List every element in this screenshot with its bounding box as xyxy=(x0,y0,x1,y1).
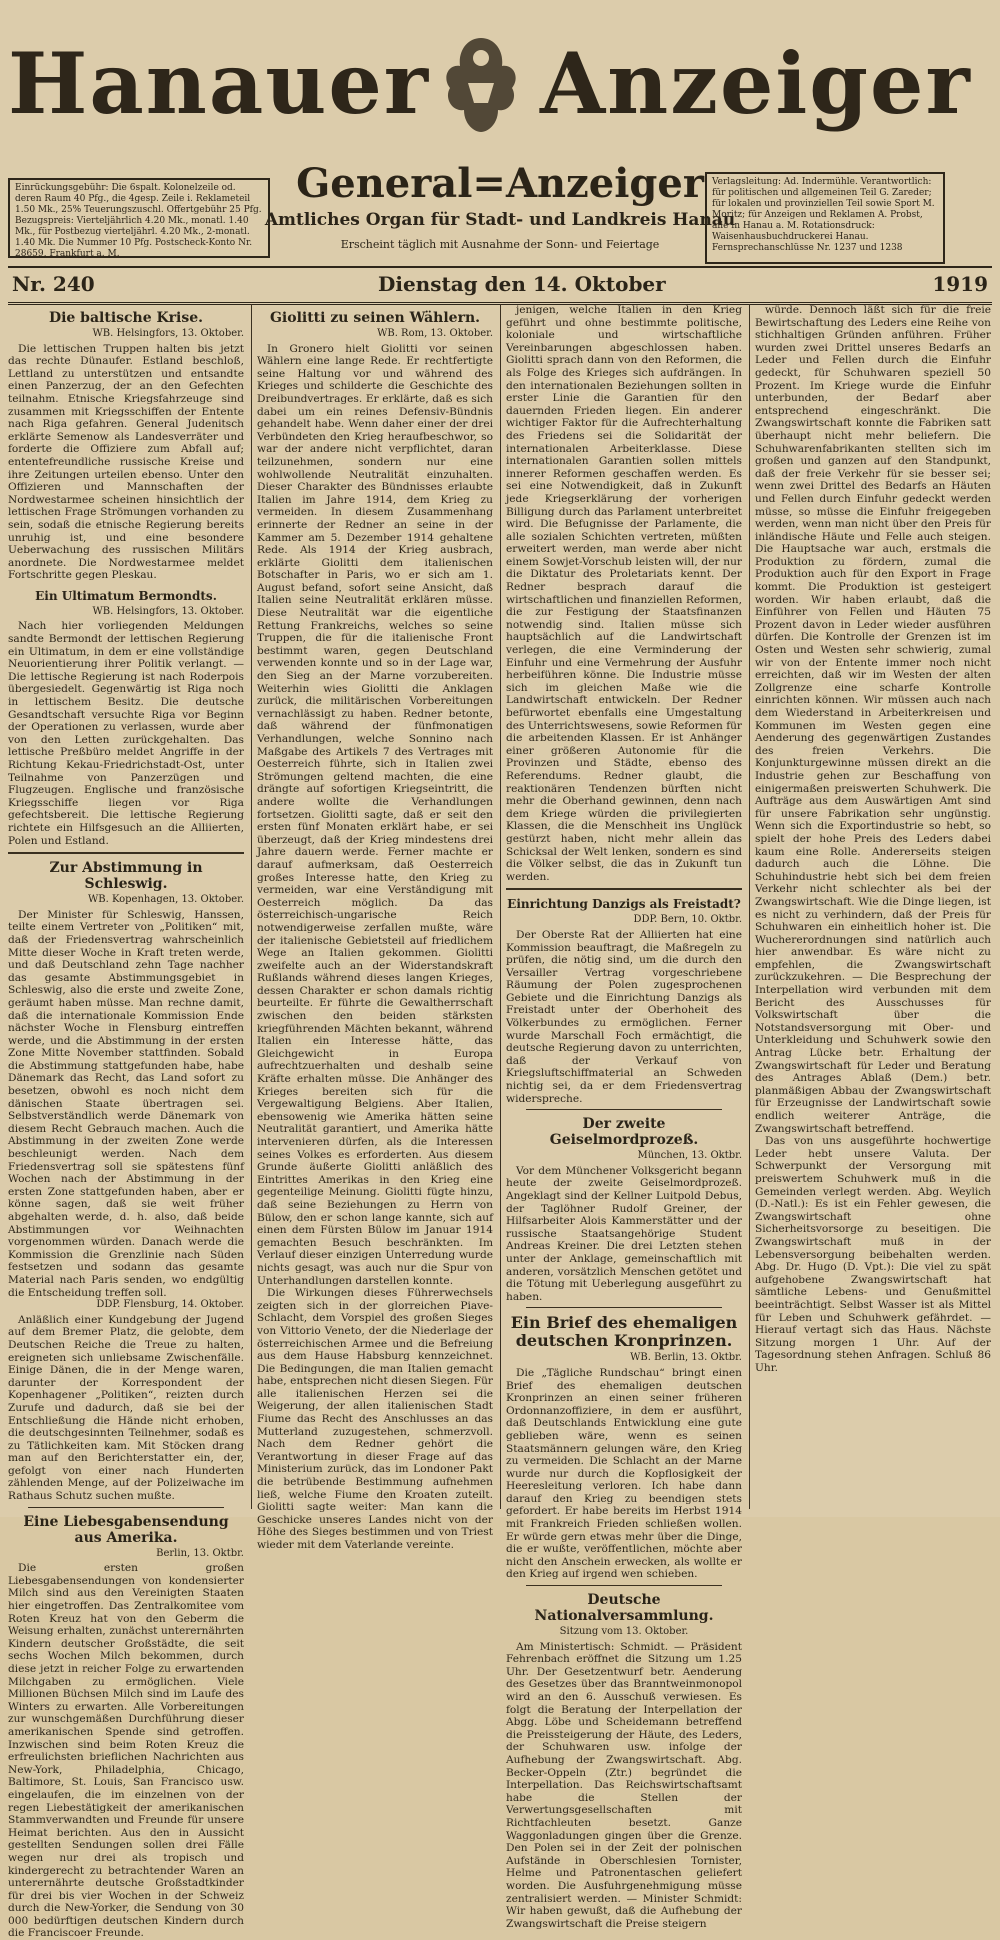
columns xyxy=(8,304,992,1940)
article-body: jenigen, welche Italien in den Krieg geführt und ohne bestimmte politische, koloniale und wirtschaftliche Vereinbarungen abgeschlossen haben. Giolitti sprach dann von den Reformen, die als Folge des Krieges sich aufdrängen. In den internationalen Beziehungen sollten in erster Linie die Garantien für den dauernden Frieden liegen. Ein anderer wichtiger Faktor für die Aufrechterhaltung des Friedens sei die Solidarität der internationalen Arbeiterklasse. Diese internationalen Garantien sollen mittels innerer Reformen geschaffen werden. Es sei eine Notwendigkeit, daß in Zukunft jede Kriegserklärung der vorherigen Billigung durch das Parlament unterbreitet wird. Die Befugnisse der Parlamente, die alle sozialen Schichten vertreten, müßten erweitert werden, man werde aber nicht einem Sowjet-Vorschub leisten will, der nur die Diktatur des Proletariats kennt. Der Redner besprach darauf die wirtschaftlichen und finanziellen Reformen, die zur Festigung der Staatsfinanzen notwendig sind. Italien müsse sich hauptsächlich auf die Landwirtschaft verlegen, die eine Verminderung der Einfuhr und eine Vermehrung der Ausfuhr herbeiführen könne. Die Industrie müsse sich im gleichen Maße wie die Landwirtschaft entwickeln. Der Redner befürwortet ebenfalls eine Umgestaltung des Unterrichtswesens, sowie Reformen für die arbeitenden Klassen. Er ist Anhänger einer größeren Autonomie für die Provinzen und Städte, ebenso des Referendums. Redner glaubt, die reaktionären Tendenzen bürften nicht mehr die Oberhand gewinnen, denn nach dem Kriege würden die privilegierten Klassen, die die Menschheit ins Unglück gestürzt haben, nicht mehr allein das Schicksal der Welt lenken, sondern es sind die Völker selbst, die das in Zukunft tun werden. xyxy=(506,304,742,883)
article-body: Am Ministertisch: Schmidt. — Präsident Fehrenbach eröffnet die Sitzung um 1.25 Uhr. Der Gesetzentwurf betr. Aenderung des Gesetzes über das Branntweinmonopol wird an den 6. Ausschuß verwiesen. Es folgt die Beratung der Interpellation der Abgg. Löbe und Scheidemann betreffend die Preissteigerung der Häute, des Leders, der Schuhwaren usw. infolge der Aufhebung der Zwangswirtschaft. Abg. Becker-Oppeln (Ztr.) begründet die Interpellation. Das Reichswirtschaftsamt habe die Stellen der Verwertungsgesellschaften mit Richtfachleuten besetzt. Ganze Waggonladungen gingen über die Grenze. Den Polen sei in der Zeit der polnischen Aufstände in Oberschlesien Tornister, Helme und Patronentaschen geliefert worden. Die Ausfuhrgenehmigung müsse zentralisiert werden. — Minister Schmidt: Wir haben gewußt, daß die Aufhebung der Zwangswirtschaft die Preise steigern xyxy=(506,1640,742,1930)
article-body: Die Wirkungen dieses Führerwechsels zeigten sich in der glorreichen Piave-Schlacht, dem Vorspiel des großen Sieges von Vittorio Veneto, der die Niederlage der österreichischen Armee und die Befreiung aus dem Hause Habsburg kennzeichnet. Die Bedingungen, die man Italien gemacht habe, entsprechen nicht diesen Siegen. Für alle italienischen Herzen sei die Weigerung, der allen italienischen Stadt Fiume das Recht des Anschlusses an das Mutterland zuzugestehen, schmerzvoll. Nach dem Redner gehört die Verantwortung in dieser Frage auf das Ministerium zurück, das im Londoner Pakt die betrübende Bestimmung aufnehmen ließ, welche Fiume den Kroaten zuteilt. Giolitti sagte weiter: Man kann die Geschicke unseres Landes nicht von der Höhe des Sieges bestimmen und von Triest wieder mit dem Vaterlande vereinte. xyxy=(257,1287,493,1551)
subscription-box: Einrückungsgebühr: Die 6spalt. Kolonelzeile od. deren Raum 40 Pfg., die 4gesp. Zeile i. Reklameteil 1.50 Mk., 25% Teuerungszuschl. Offertgebühr 25 Pfg. Bezugspreis: Vierteljährlich 4.20 Mk., monatl. 1.40 Mk., für Postbezug vierteljährl. 4.20 Mk., 2-monatl. 1.40 Mk. Die Nummer 10 Pfg. Postscheck-Konto Nr. 28659, Frankfurt a. M. xyxy=(8,178,270,258)
divider xyxy=(526,1307,722,1308)
article-headline: Giolitti zu seinen Wählern. xyxy=(269,310,481,326)
column-rule xyxy=(500,304,501,1509)
tagline: Amtliches Organ für Stadt- und Landkreis Hanau xyxy=(264,210,736,230)
issue-date: Dienstag den 14. Oktober xyxy=(378,272,666,296)
masthead xyxy=(0,0,1000,265)
title-right: Anzeiger xyxy=(540,34,972,133)
subtitle: General=Anzeiger xyxy=(296,160,704,207)
divider xyxy=(8,852,244,854)
article-body: Die lettischen Truppen halten bis jetzt das rechte Dünaufer. Estland beschloß, Lettland zu unterstützen und entsandte einen Panzerzug, der an den Gefechten teilnahm. Etnische Kriegsfahrzeuge sind zusammen mit Kriegsschiffen der Entente nach Riga gefahren. General Judenitsch erklärte Semenow als Landesverräter und forderte die Offiziere zum Abfall auf; ententefreundliche russische Kreise und ihre Zeitungen urteilen ebenso. Unter den Offizieren und Mannschaften der Nordwestarmee scheinen hinsichtlich der lettischen Frage Strömungen vorhanden zu sein, sodaß die etnische Regierung bereits unruhig ist, und eine besondere Ueberwachung des russischen Militärs anordnete. Die Nordwestarmee meldet Fortschritte gegen Pleskau. xyxy=(8,342,244,582)
column-rule xyxy=(251,304,252,1509)
publisher-box: Verlagsleitung: Ad. Indermühle. Verantwortlich: für politischen und allgemeinen Teil G. Zareder; für lokalen und provinziellen Teil sowie Sport M. Moritz; für Anzeigen und Reklamen A. Probst, alle in Hanau a. M. Rotationsdruck: Waisenhausbuchdruckerei Hanau. Fernsprechanschlüsse Nr. 1237 und 1238 xyxy=(705,172,945,264)
article-body: In Gronero hielt Giolitti vor seinen Wählern eine lange Rede. Er rechtfertigte seine Haltung vor und während des Krieges und schilderte die Geschichte des Dreibundvertrages. Er erklärte, daß es sich dabei um ein reines Defensiv-Bündnis gehandelt habe. Wenn daher einer der drei Verbündeten den Krieg heraufbeschwor, so war der andere nicht verpflichtet, daran teilzunehmen, sondern nur eine wohlwollende Neutralität einzuhalten. Dieser Charakter des Bündnisses erlaubte Italien im Jahre 1914, dem Krieg zu vermeiden. In diesem Zusammenhang erinnerte der Redner an seine in der Kammer am 5. Dezember 1914 gehaltene Rede. Als 1914 der Krieg ausbrach, erklärte Giolitti dem italienischen Botschafter in Paris, wo er sich am 1. August befand, sofort seine Ansicht, daß Italien seine Neutralität erklären müsse. Diese Neutralität war die eigentliche Rettung Frankreichs, welches so seine Truppen, die für die italienische Front bestimmt waren, gegen Deutschland verwenden konnte und so in der Lage war, den Sieg an der Marne vorzubereiten. Weiterhin wies Giolitti die Anklagen zurück, die militärischen Vorbereitungen vernachlässigt zu haben. Redner betonte, daß während der fünfmonatigen Verhandlungen, welche Sonnino nach Maßgabe des Artikels 7 des Vertrages mit Oesterreich führte, sich in Italien zwei Strömungen geltend machten, die eine drängte auf sofortigen Kriegseintritt, die andere wollte die Verhandlungen fortsetzen. Giolitti sagte, daß er seit den ersten fünf Monaten erklärt habe, er sei überzeugt, daß der Krieg mindestens drei Jahre dauern werde. Ferner machte er darauf aufmerksam, daß Oesterreich großes Interesse hatte, den Krieg zu vermeiden, war eine Verständigung mit Oesterreich möglich. Da das österreichisch-ungarische Reich notwendigerweise zerfallen mußte, wäre der italienische Gebietsteil auf friedlichem Wege an Italien gekommen. Giolitti zweifelte auch an der Widerstandskraft Rußlands während dieses langen Krieges, dessen Charakter er schon damals richtig beurteilte. Er führte die Gewaltherrschaft zwischen den beiden stärksten kriegführenden Mächten bekannt, während Italien ein Interesse hätte, das Gleichgewicht in Europa aufrechtzuerhalten und deshalb seine Kräfte erhalten müsse. Die Anhänger des Krieges bereiten sich für die Vergewaltigung Belgiens. Aber Italien, ebensowenig wie Amerika hätten seine Neutralität garantiert, und Amerika hätte intervenieren dürfen, als die Interessen seines Volkes es erforderten. Aus diesem Grunde äußerte Giolitti anläßlich des Eintrittes Amerikas in den Krieg eine gegenteilige Meinung. Giolitti fügte hinzu, daß seine Beziehungen zu Herrn von Bülow, den er schon lange kannte, sich auf einen dem Fürsten Bülow im Januar 1914 gemachten Besuch beschränkten. Im Verlauf dieser einzigen Unterredung wurde nichts gesagt, was auch nur die Spur von Unterhandlungen darstellen konnte. xyxy=(257,342,493,1287)
article-dateline: WB. Rom, 13. Oktober. xyxy=(377,328,493,339)
article-body: Vor dem Münchener Volksgericht begann heute der zweite Geiselmordprozeß. Angeklagt sind der Kellner Luitpold Debus, der Taglöhner Rudolf Greiner, der Hilfsarbeiter Alois Kammerstätter und der russische Staatsangehörige Student Andreas Kreiner. Die drei Letzten stehen unter der Anklage, gemeinschaftlich mit anderen, vorsätzlich Menschen getötet und die Tötung mit Ueberlegung ausgeführt zu haben. xyxy=(506,1164,742,1303)
article-body: Die „Tägliche Rundschau“ bringt einen Brief des ehemaligen deutschen Kronprinzen an einen seiner früheren Ordonnanzoffiziere, in dem er ausführt, daß Deutschlands Entwicklung eine gute geblieben wäre, wenn es seinen Staatsmännern gelungen wäre, den Krieg zu vermeiden. Die Schlacht an der Marne wurde nur durch die Kopflosigkeit der Heeresleitung verloren. Ich habe dann darauf den Krieg zu beendigen stets gefordert. Er habe bereits im Herbst 1914 mit Frankreich Frieden schließen wollen. Er würde gern etwas mehr über die Dinge, die er wußte, veröffentlichen, möchte aber nicht den Anschein erwecken, als wollte er den Krieg auf irgend wen schieben. xyxy=(506,1366,742,1581)
column-4 xyxy=(755,304,991,1509)
article-headline: Ein Ultimatum Bermondts. xyxy=(35,588,217,603)
column-3 xyxy=(506,304,742,1930)
article-body: Der Oberste Rat der Alliierten hat eine Kommission beauftragt, die Maßregeln zu prüfen, die nötig sind, um die durch den Versailler Vertrag vorgeschriebene Räumung der Polen zugesprochenen Gebiete und die Einrichtung Danzigs als Freistadt unter der Oberhoheit des Völkerbundes zu ermöglichen. Ferner wurde Marschall Foch ermächtigt, die deutsche Regierung davon zu unterrichten, daß der Verkauf von Kriegsluftschiffmaterial an Schweden nichtig sei, da er dem Friedensvertrag widerspreche. xyxy=(506,928,742,1105)
article-dateline: WB. Berlin, 13. Oktbr. xyxy=(630,1352,742,1364)
article-dateline: WB. Kopenhagen, 13. Oktober. xyxy=(87,894,244,906)
divider xyxy=(28,1507,224,1508)
article-body: Nach hier vorliegenden Meldungen sandte Bermondt der lettischen Regierung ein Ultimatum, in dem er eine vollständige Neuorientierung ihrer Politik verlangt. — Die lettische Regierung ist nach Roderpois übergesiedelt. Gegenwärtig ist Riga noch in lettischem Besitz. Die deutsche Gesandtschaft versuchte Riga vor Beginn der Operationen zu verlassen, wurde aber von den Letten zurückgehalten. Das lettische Preßbüro meldet Angriffe in der Richtung Kekau-Friedrichstadt-Ost, unter Teilnahme von Panzerzügen und Flugzeugen. Englische und französische Kriegsschiffe liegen vor Riga gefechtsbereit. Die lettische Regierung richtete ein Hilfsgesuch an die Alliierten, Polen und Estland. xyxy=(8,620,244,847)
article-dateline: WB. Helsingfors, 13. Oktober. xyxy=(92,605,244,617)
article-dateline: WB. Helsingfors, 13. Oktober. xyxy=(92,328,244,339)
column-1 xyxy=(8,304,244,1940)
article-headline: Der zweite Geiselmordprozeß. xyxy=(549,1116,699,1149)
title-left: Hanauer xyxy=(8,34,431,133)
divider xyxy=(526,1109,722,1110)
divider xyxy=(506,888,742,890)
article-body: Der Minister für Schleswig, Hanssen, teilte einem Vertreter von „Politiken“ mit, daß der Friedensvertrag wahrscheinlich Mitte dieser Woche in Kraft treten werde, und daß Deutschland zehn Tage nachher das gesamte Abstimmungsgebiet in Schleswig, also die erste und zweite Zone, geräumt haben müsse. Man rechne damit, daß die internationale Kommission Ende nächster Woche in Flensburg eintreffen werde, und die Abstimmung in der ersten Zone Mitte November stattfinden. Sobald die Abstimmung stattgefunden habe, habe Dänemark das Recht, das Land sofort zu besetzen, obwohl es noch nicht dem dänischen Staate übertragen sei. Selbstverständlich werde Dänemark von diesem Recht Gebrauch machen. Auch die Abstimmung in der zweiten Zone werde beschleunigt werden. Nach dem Friedensvertrag soll sie spätestens fünf Wochen nach der Abstimmung in der ersten Zone stattgefunden haben, aber er könne sagen, daß sie weit früher abgehalten werde, d. h. also, daß beide Abstimmungen vor Weihnachten vorgenommen würden. Danach werde die Kommission die Grenzlinie nach Süden festsetzen und sodann das gesamte Material nach Paris senden, wo endgültig die Entscheidung treffen soll. xyxy=(8,908,244,1299)
issue-number: Nr. 240 xyxy=(12,272,95,296)
article-dateline: München, 13. Oktbr. xyxy=(637,1150,742,1162)
article-dateline: DDP. Bern, 10. Oktbr. xyxy=(633,914,742,926)
article-headline: Zur Abstimmung in Schleswig. xyxy=(49,860,203,893)
schedule-note: Erscheint täglich mit Ausnahme der Sonn- und Feiertage xyxy=(340,238,660,251)
divider xyxy=(526,1585,722,1586)
dateline xyxy=(8,266,992,305)
article-headline: Die baltische Krise. xyxy=(48,310,204,326)
column-rule xyxy=(749,304,750,1509)
article-headline: Deutsche Nationalversammlung. xyxy=(534,1592,714,1625)
article-body: Anläßlich einer Kundgebung der Jugend auf dem Bremer Platz, die gelobte, dem Deutschen Reiche die Treue zu halten, ereigneten sich unliebsame Zwischenfälle. Einige Dänen, die in der Menge waren, darunter der Korrespondent der Kopenhagener „Politiken“, reizten durch Zurufe und dadurch, daß sie bei der Entschließung die Hände nicht erhoben, die deutschgesinnten Teilnehmer, sodaß es zu Tätlichkeiten kam. Mit Stöcken drang man auf den Berichterstatter ein, der, gefolgt von einer nach Hunderten zählenden Menge, auf der Polizeiwache im Rathaus Schutz suchen mußte. xyxy=(8,1313,244,1503)
eagle-crest-icon xyxy=(438,28,524,138)
article-dateline: Sitzung vom 13. Oktober. xyxy=(559,1626,689,1638)
article-headline: Ein Brief des ehemaligen deutschen Kronprinzen. xyxy=(510,1313,738,1351)
column-2 xyxy=(257,304,493,1551)
article-dateline: DDP. Flensburg, 14. Oktober. xyxy=(96,1299,244,1311)
issue-year: 1919 xyxy=(932,272,988,296)
article-headline: Eine Liebesgabensendung aus Amerika. xyxy=(23,1513,229,1546)
article-dateline: Berlin, 13. Oktbr. xyxy=(156,1547,244,1559)
article-headline: Einrichtung Danzigs als Freistadt? xyxy=(507,897,741,912)
article-body: Das von uns ausgeführte hochwertige Leder hebt unsere Valuta. Der Schwerpunkt der Versorgung mit preiswertem Schuhwerk muß in die Gemeinden verlegt werden. Abg. Weylich (D.-Natl.): Es ist ein Fehler gewesen, die Zwangswirtschaft ohne Sicherheitsvorsorge zu beseitigen. Die Zwangswirtschaft muß in der Lebensversorgung beibehalten werden. Abg. Dr. Hugo (D. Vpt.): Die viel zu spät aufgehobene Zwangswirtschaft hat sämtliche Lebens- und Genußmittel beeinträchtigt. Selbst Wasser ist als Mittel für Leben und Schuhwerk gefährdet. — Hierauf vertagt sich das Haus. Nächste Sitzung morgen 1 Uhr. Auf der Tagesordnung stehen Anfragen. Schluß 86 Uhr. xyxy=(755,1135,991,1374)
article-body: Die ersten großen Liebesgabensendungen von kondensierter Milch sind aus den Vereinigten Staaten hier eingetroffen. Das Zentralkomitee vom Roten Kreuz hat von den Geberm die Weisung erhalten, zunächst unterernährten Kindern deutscher Großstädte, die seit sechs Wochen Milch bekommen, durch diese jetzt in reicher Folge zu erwartenden Milchgaben zu ermöglichen. Viele Millionen Büchsen Milch sind im Laufe des Winters zu erwarten. Alle Vorbereitungen zur wunschgemäßen Durchführung dieser amerikanischen Spende sind getroffen. Inzwischen sind beim Roten Kreuz die erfreulichsten brieflichen Nachrichten aus New-York, Philadelphia, Chicago, Baltimore, St. Louis, San Francisco usw. eingelaufen, die im einzelnen von der regen Liebestätigkeit der amerikanischen Stammverwandten und Freunde für unsere Heimat berichten. Aus den in Aussicht gestellten Sendungen sollen drei Fälle wegen nur drei als tropisch und kindergerecht zu betrachtender Waren an unterernährte deutsche Großstadtkinder für drei bis vier Wochen in der Schweiz durch die New-Yorker, die Sendung von 30 000 bedürftigen deutschen Kindern durch die Franciscoer Freunde. xyxy=(8,1562,244,1940)
article-body: würde. Dennoch läßt sich für die freie Bewirtschaftung des Leders eine Reihe von stichhaltigen Gründen anführen. Früher wurden zwei Drittel unseres Bedarfs an Leder und Fellen durch die Einfuhr gedeckt, für Schuhwaren speziell 50 Prozent. Im Kriege wurde die Einfuhr unterbunden, der Bedarf aber entsprechend eingeschränkt. Die Zwangswirtschaft konnte die Fabriken satt überhaupt nicht mehr beliefern. Die Schuhwarenfabrikanten stellten sich im großen und ganzen auf den Standpunkt, daß der freie Verkehr für sie besser sei; wenn zwei Drittel des Bedarfs an Häuten und Fellen durch Einfuhr gedeckt werden müsse, so müsse die Einfuhr freigegeben werden, wenn man nicht über den Preis für inländische Häute und Felle auch steigen. Die Hauptsache war auch, erstmals die Produktion zu fördern, zumal die Produktion auch für den Export in Frage kommt. Die Produktion ist gesteigert worden. Wir haben erlaubt, daß die Einführer von Fellen und Häuten 75 Prozent davon in Leder wieder ausführen dürfen. Die Kontrolle der Grenzen ist im Osten und Westen sehr schwierig, zumal wir von der Entente immer noch nicht erreichten, daß wir im Westen der alten Zollgrenze eine scharfe Kontrolle einrichten können. Wir müssen auch nach dem Wiederstand in Arbeiterkreisen und Kommunen im Westen gegen eine Aenderung des gegenwärtigen Zustandes des freien Verkehrs. Die Konjunkturgewinne müssen direkt an die Industrie gehen zur Beschaffung von einigermaßen preiswerten Schuhwerk. Die Aufträge aus dem Auswärtigen Amt sind für unsere Fabrikation sehr ungünstig. Wenn sich die Exportindustrie so hebt, so spielt der hohe Preis des Leders dabei kaum eine Rolle. Andererseits steigen dadurch auch die Löhne. Die Schuhindustrie hebt sich bei dem freien Verkehr nicht schlechter als bei der Zwangswirtschaft. Wie die Dinge liegen, ist es nicht zu verhindern, daß der Preis für Schuhwaren ein einheitlich hoher ist. Die Wuchererordnungen sind natürlich auch hier anwendbar. Es wäre nicht zu empfehlen, die Zwangswirtschaft zurückzukehren. — Die Besprechung der Interpellation wird verbunden mit dem Bericht des Ausschusses für Volkswirtschaft über die Notstandsversorgung mit Ober- und Unterkleidung und Schuhwerk sowie den Antrag Lücke betr. Erhaltung der Zwangswirtschaft für Leder und Beratung des Antrages Ablaß (Dem.) betr. planmäßigen Abbau der Zwangswirtschaft für Erzeugnisse der Landwirtschaft sowie endlich weiterer Anträge, die Zwangswirtschaft betreffend. xyxy=(755,304,991,1135)
